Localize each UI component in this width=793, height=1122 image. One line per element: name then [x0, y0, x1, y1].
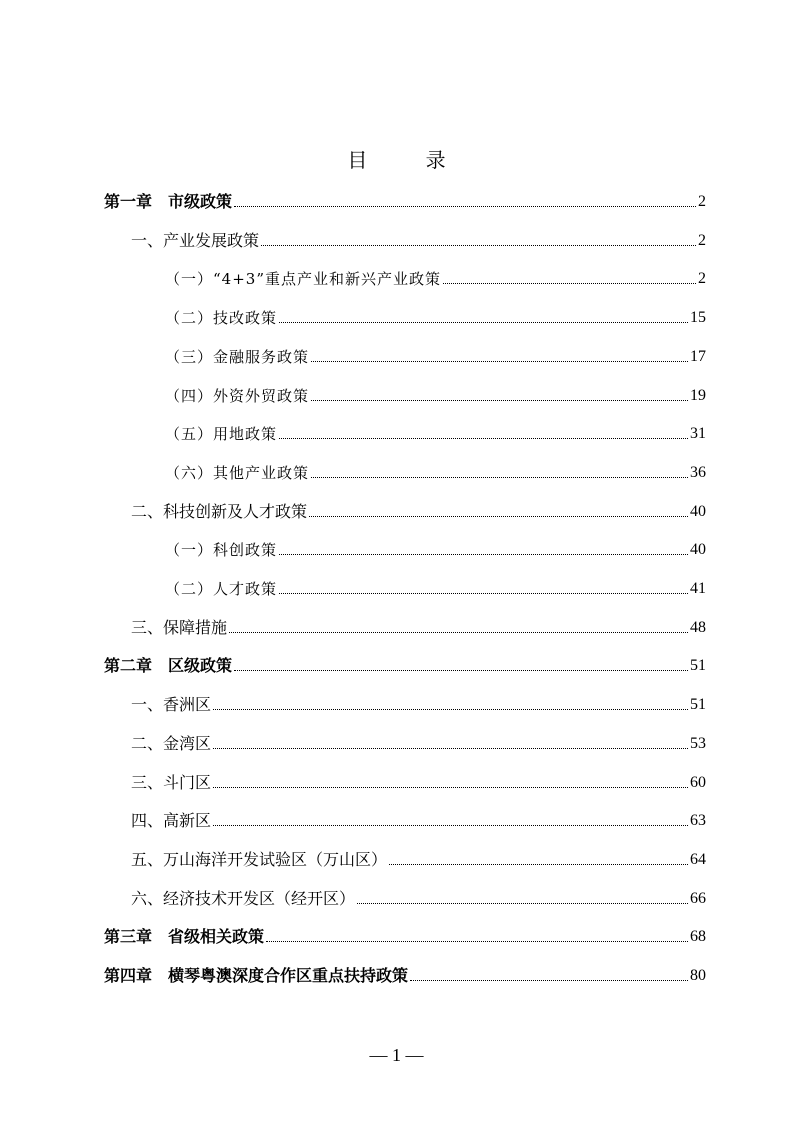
toc-dot-leader: [279, 554, 688, 555]
toc-entry-page-number: 63: [690, 812, 706, 829]
toc-entry-label: 第三章 省级相关政策: [104, 927, 265, 946]
toc-entry-page-number: 51: [690, 657, 706, 674]
toc-entry-page-number: 60: [690, 774, 706, 791]
toc-dot-leader: [266, 941, 688, 942]
toc-entry-label: 三、斗门区: [131, 773, 212, 792]
toc-entry-page-number: 15: [690, 309, 706, 326]
toc-dot-leader: [234, 670, 688, 671]
toc-dot-leader: [311, 477, 688, 478]
toc-entry-page-number: 48: [690, 619, 706, 636]
toc-entry-label: 五、万山海洋开发试验区（万山区）: [131, 850, 388, 869]
page-number: — 1 —: [369, 1045, 424, 1065]
toc-entry-label: 六、经济技术开发区（经开区）: [131, 889, 356, 908]
toc-entry-label: 第二章 区级政策: [104, 656, 233, 675]
toc-section-entry[interactable]: [131, 807, 706, 831]
toc-entry-page-number: 40: [690, 541, 706, 558]
toc-entry-label: （一）科创政策: [165, 541, 278, 559]
toc-entry-label: 一、香洲区: [131, 695, 212, 714]
toc-section-entry[interactable]: [131, 730, 706, 754]
toc-section-entry[interactable]: [131, 769, 706, 793]
toc-dot-leader: [234, 206, 696, 207]
toc-dot-leader: [213, 825, 688, 826]
toc-dot-leader: [213, 709, 688, 710]
toc-dot-leader: [213, 748, 688, 749]
toc-entry-page-number: 31: [690, 425, 706, 442]
toc-entry-page-number: 36: [690, 464, 706, 481]
toc-entry-page-number: 53: [690, 735, 706, 752]
toc-entry-page-number: 19: [690, 387, 706, 404]
toc-entry-label: （二）人才政策: [165, 580, 278, 598]
toc-entry-page-number: 41: [690, 580, 706, 597]
toc-dot-leader: [410, 980, 688, 981]
toc-entry-label: 一、产业发展政策: [131, 231, 260, 250]
toc-entry-page-number: 64: [690, 851, 706, 868]
toc-dot-leader: [213, 787, 688, 788]
toc-subsection-entry[interactable]: [165, 382, 706, 406]
toc-entry-label: 三、保障措施: [131, 618, 228, 637]
toc-entry-page-number: 17: [690, 348, 706, 365]
toc-dot-leader: [311, 400, 688, 401]
toc-entry-page-number: 51: [690, 696, 706, 713]
toc-section-entry[interactable]: [131, 498, 706, 522]
toc-entry-page-number: 66: [690, 890, 706, 907]
toc-subsection-entry[interactable]: [165, 420, 706, 444]
toc-entry-label: （六）其他产业政策: [165, 464, 310, 482]
toc-subsection-entry[interactable]: [165, 343, 706, 367]
toc-subsection-entry[interactable]: [165, 459, 706, 483]
toc-entry-page-number: 40: [690, 503, 706, 520]
toc-entry-page-number: 2: [698, 270, 706, 287]
toc-subsection-entry[interactable]: [165, 265, 706, 289]
toc-entry-label: 第四章 横琴粤澳深度合作区重点扶持政策: [104, 966, 409, 985]
toc-entry-page-number: 2: [698, 232, 706, 249]
toc-dot-leader: [443, 283, 696, 284]
toc-dot-leader: [389, 864, 688, 865]
toc-dot-leader: [357, 903, 688, 904]
toc-entry-label: 四、高新区: [131, 811, 212, 830]
toc-entry-label: （四）外资外贸政策: [165, 387, 310, 405]
toc-section-entry[interactable]: [131, 691, 706, 715]
toc-subsection-entry[interactable]: [165, 304, 706, 328]
toc-section-entry[interactable]: [131, 614, 706, 638]
toc-chapter-entry[interactable]: [104, 652, 706, 676]
toc-section-entry[interactable]: [131, 846, 706, 870]
toc-entry-page-number: 80: [690, 967, 706, 984]
toc-entry-label: （一）“4+3”重点产业和新兴产业政策: [165, 270, 441, 288]
toc-entry-page-number: 2: [698, 193, 706, 210]
toc-entry-label: （五）用地政策: [165, 425, 278, 443]
toc-dot-leader: [279, 322, 688, 323]
toc-subsection-entry[interactable]: [165, 575, 706, 599]
toc-chapter-entry[interactable]: [104, 962, 706, 986]
page-title: 目 录: [347, 148, 472, 172]
toc-entry-label: 二、科技创新及人才政策: [131, 502, 308, 521]
toc-dot-leader: [229, 632, 688, 633]
toc-dot-leader: [279, 438, 688, 439]
toc-entry-label: （三）金融服务政策: [165, 348, 310, 366]
toc-entry-label: （二）技改政策: [165, 309, 278, 327]
toc-section-entry[interactable]: [131, 227, 706, 251]
toc-chapter-entry[interactable]: [104, 923, 706, 947]
toc-entry-label: 第一章 市级政策: [104, 192, 233, 211]
toc-section-entry[interactable]: [131, 885, 706, 909]
toc-dot-leader: [279, 593, 688, 594]
toc-subsection-entry[interactable]: [165, 536, 706, 560]
toc-dot-leader: [309, 516, 688, 517]
toc-dot-leader: [261, 245, 696, 246]
toc-entry-label: 二、金湾区: [131, 734, 212, 753]
toc-dot-leader: [311, 361, 688, 362]
toc-chapter-entry[interactable]: [104, 188, 706, 212]
toc-entry-page-number: 68: [690, 928, 706, 945]
